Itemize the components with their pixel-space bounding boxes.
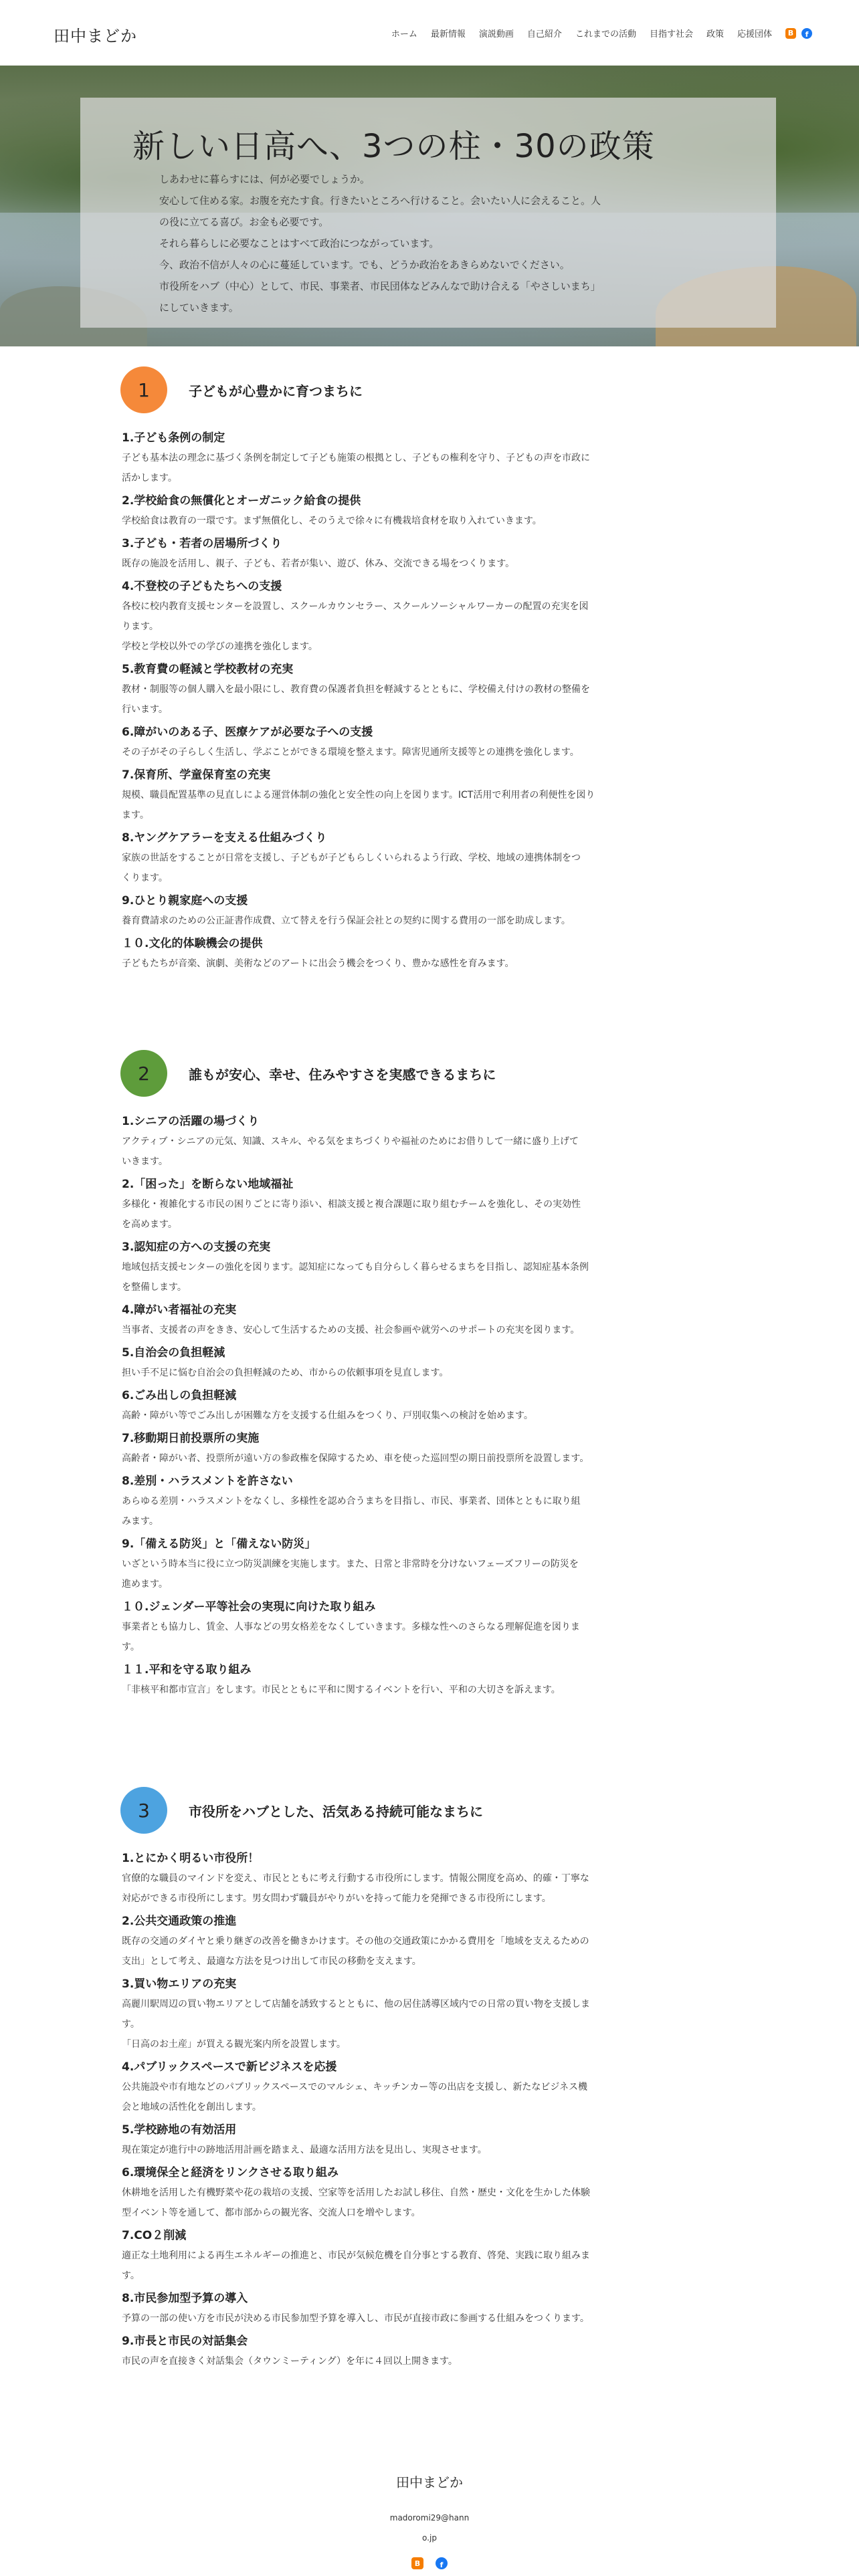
policy-item-description: す。 [122,2270,140,2281]
policy-item [122,1111,724,1172]
section-heading [120,366,363,413]
nav-item-news[interactable]: 最新情報 [430,29,466,39]
policy-item-title: １０.文化的体験機会の提供 [122,937,263,950]
policy-item-title: 1.シニアの活躍の場づくり [122,1115,260,1128]
policy-item-title: 4.不登校の子どもたちへの支援 [122,580,282,593]
policy-item [122,1660,724,1700]
policy-item-title: 8.差別・ハラスメントを許さない [122,1475,293,1488]
section-title: 誰もが安心、幸せ、住みやすさを実感できるまちに [189,1066,496,1083]
policy-item [122,1911,724,1971]
footer-name: 田中まどか [396,2474,463,2490]
policy-item-description: 高齢者・障がい者、投票所が遠い方の参政権を保障するため、車を使った巡回型の期日前投票所を設置します。 [122,1453,589,1464]
policy-item [122,491,724,531]
nav-item-profile[interactable]: 自己紹介 [527,29,562,39]
hero-line: 今、政治不信が人々の心に蔓延しています。でも、どうか政治をあきらめないでください。 [159,259,570,271]
policy-item [122,1974,724,2054]
policy-item-description: 担い手不足に悩む自治会の負担軽減のため、市からの依頼事項を見直します。 [122,1368,449,1378]
policy-item [122,722,724,762]
policy-item [122,2163,724,2223]
nav-item-home[interactable]: ホーム [391,29,417,39]
policy-item-title: 3.認知症の方への支援の充実 [122,1241,271,1254]
policy-item-description: す。 [122,1642,140,1652]
policy-item-title: １０.ジェンダー平等社会の実現に向けた取り組み [122,1600,376,1614]
hero-title: 新しい日高へ、3つの柱・30の政策 [132,128,655,165]
policy-item [122,1848,724,1909]
policy-item [122,576,724,657]
header-social [785,28,812,39]
policy-item-description: 現在策定が進行中の跡地活用計画を踏まえ、最適な活用方法を見出し、実現させます。 [122,2145,487,2155]
nav-item-vision[interactable]: 目指す社会 [649,29,693,39]
policy-item-title: 7.移動期日前投票所の実施 [122,1432,260,1445]
policy-item-description: 進めます。 [122,1579,168,1590]
policy-item-description: を整備します。 [122,1282,187,1293]
policy-item-title: 5.教育費の軽減と学校教材の充実 [122,663,294,676]
policy-item-description: 家族の世話をすることが日常を支援し、子どもが子どもらしくいられるよう行政、学校、地域の連携体制をつ [122,853,581,863]
policy-item [122,428,724,488]
policy-item-title: 8.ヤングケアラーを支える仕組みづくり [122,831,327,845]
policy-item-title: 6.障がいのある子、医療ケアが必要な子への支援 [122,726,373,739]
policy-section-2 [0,1050,859,1759]
policy-item-title: 9.市長と市民の対話集会 [122,2335,248,2348]
policy-section-3 [0,1787,859,2429]
section-number-badge: 3 [120,1787,167,1834]
blogger-icon[interactable]: B [411,2557,423,2569]
policy-item-description: 当事者、支援者の声をきき、安心して生活するための支援、社会参画や就労へのサポートの充実を図ります。 [122,1325,580,1335]
policy-item-description: いざという時本当に役に立つ防災訓練を実施します。また、日常と非常時を分けないフェーズフリーの防災を [122,1559,579,1570]
policy-item [122,1237,724,1297]
nav-item-policy[interactable]: 政策 [706,29,724,39]
policy-item-title: 1.とにかく明るい市役所！ [122,1852,260,1865]
policy-item [122,828,724,888]
hero-line: の役に立てる喜び。お金も必要です。 [159,216,329,228]
policy-item-description: 子どもたちが音楽、演劇、美術などのアートに出会う機会をつくり、豊かな感性を育みます。 [122,958,514,969]
policy-item [122,891,724,931]
footer-social [0,2557,859,2569]
main-nav [378,27,812,39]
policy-item-description: 型イベント等を通して、都市部からの観光客、交流人口を増やします。 [122,2208,421,2218]
policy-item [122,1428,724,1469]
hero-panel [80,98,776,328]
policy-section-1 [0,366,859,1022]
policy-item-title: 2.「困った」を断らない地域福祉 [122,1178,294,1191]
policy-item [122,934,724,974]
policy-item-description: 「非核平和都市宣言」をします。市民とともに平和に関するイベントを行い、平和の大切さを訴えます。 [122,1685,561,1695]
policy-item-description: アクティブ・シニアの元気、知識、スキル、やる気をまちづくりや福祉のためにお借りして一緒に盛り上げて [122,1136,579,1147]
nav-item-supporters[interactable]: 応援団体 [737,29,772,39]
policy-item [122,659,724,720]
nav-item-speech-videos[interactable]: 演説動画 [478,29,514,39]
policy-item-description: ます。 [122,810,149,821]
hero-line: それら暮らしに必要なことはすべて政治につながっています。 [159,237,440,249]
policy-item [122,765,724,825]
policy-item [122,2288,724,2329]
policy-item-description: ります。 [122,621,159,632]
policy-item [122,1343,724,1383]
policy-item-description: 各校に校内教育支援センターを設置し、スクールカウンセラー、スクールソーシャルワーカーの配置の充実を図 [122,601,589,612]
policy-item-description: くります。 [122,873,168,883]
policy-list [122,1848,724,2374]
policy-item-title: 4.パブリックスペースで新ビジネスを応援 [122,2060,337,2074]
footer-email[interactable]: madoromi29@hanno.jp [389,2513,470,2543]
hero-line: にしていきます。 [159,302,239,314]
policy-item-description: 会と地域の活性化を創出します。 [122,2102,262,2113]
policy-item-title: 9.「備える防災」と「備えない防災」 [122,1537,316,1551]
policy-item [122,2226,724,2286]
policy-item [122,1386,724,1426]
policy-item [122,1174,724,1235]
policy-item-description: 支出」として考え、最適な方法を見つけ出して市民の移動を支えます。 [122,1956,421,1967]
policy-item-description: を高めます。 [122,1219,177,1230]
policy-item [122,2057,724,2117]
policy-item-description: 既存の施設を活用し、親子、子ども、若者が集い、遊び、休み、交流できる場をつくります。 [122,558,515,569]
policy-item-description: 公共施設や市有地などのパブリックスペースでのマルシェ、キッチンカー等の出店を支援し、新たなビジネス機 [122,2082,588,2092]
policy-item [122,1471,724,1531]
policy-item-title: １１.平和を守る取り組み [122,1663,252,1677]
policy-list [122,1111,724,1703]
policy-item-description: 規模、職員配置基準の見直しによる運営体制の強化と安全性の向上を図ります。ICT活用で利用者の利便性を図り [122,790,595,800]
policy-item-description: 適正な土地利用による再生エネルギーの推進と、市民が気候危機を自分事とする教育、啓発、実践に取り組みま [122,2250,590,2261]
policy-item-title: 7.CO２削減 [122,2229,187,2242]
policy-item-title: 8.市民参加型予算の導入 [122,2292,248,2305]
policy-list [122,428,724,976]
section-title: 子どもが心豊かに育つまちに [189,383,363,399]
policy-item-description: す。 [122,2019,140,2030]
policy-item-title: 7.保育所、学童保育室の充実 [122,768,271,782]
policy-item-description: 高齢・障がい等でごみ出しが困難な方を支援する仕組みをつくり、戸別収集への検討を始めます。 [122,1410,533,1421]
policy-item-description: 学校と学校以外での学びの連携を強化します。 [122,641,318,652]
facebook-icon[interactable]: f [436,2557,448,2569]
policy-item-description: 既存の交通のダイヤと乗り継ぎの改善を働きかけます。その他の交通政策にかかる費用を「地域を支えるための [122,1936,589,1947]
policy-item-title: 1.子ども条例の制定 [122,431,225,445]
policy-item [122,2331,724,2371]
policy-item-description: その子がその子らしく生活し、学ぶことができる環境を整えます。障害児通所支援等との連携を強化します。 [122,747,579,758]
policy-item-description: 対応ができる市役所にします。男女問わず職員がやりがいを持って能力を発揮できる市役所にします。 [122,1893,551,1904]
policy-item-title: 9.ひとり親家庭への支援 [122,894,248,907]
section-number-badge: 1 [120,366,167,413]
policy-item-description: 休耕地を活用した有機野菜や花の栽培の支援、空家等を活用したお試し移住、自然・歴史・文化を生かした体験 [122,2187,590,2198]
policy-item-description: 活かします。 [122,473,177,484]
section-title: 市役所をハブとした、活気ある持続可能なまちに [189,1803,483,1820]
policy-item [122,1534,724,1594]
site-header [0,0,859,66]
policy-item-description: 多様化・複雑化する市民の困りごとに寄り添い、相談支援と複合課題に取り組むチームを強化し、その実効性 [122,1199,581,1210]
policy-item-title: 5.学校跡地の有効活用 [122,2123,237,2137]
policy-item-description: いきます。 [122,1156,168,1167]
policy-item-title: 3.買い物エリアの充実 [122,1977,237,1991]
hero-text [159,169,708,318]
policy-item-description: 行います。 [122,704,168,715]
policy-item [122,1300,724,1340]
policy-item-description: 高麗川駅周辺の買い物エリアとして店舗を誘致するとともに、他の居住誘導区域内での日常の買い物を支援しま [122,1999,590,2010]
policy-item-description: 学校給食は教育の一環です。まず無償化し、そのうえで徐々に有機栽培食材を取り入れていきます。 [122,516,542,526]
policy-item-title: 2.公共交通政策の推進 [122,1915,237,1928]
policy-item [122,534,724,574]
hero-banner [0,66,859,346]
policy-item-description: 予算の一部の使い方を市民が決める市民参加型予算を導入し、市民が直接市政に参画する仕組みをつくります。 [122,2313,589,2324]
policy-item-description: 市民の声を直接きく対話集会（タウンミーティング）を年に４回以上開きます。 [122,2356,458,2367]
policy-item-description: 養育費請求のための公正証書作成費、立て替えを行う保証会社との契約に関する費用の一部を助成します。 [122,916,571,926]
site-title[interactable]: 田中まどか [54,27,137,45]
policy-item-title: 5.自治会の負担軽減 [122,1346,225,1360]
policy-item-description: あらゆる差別・ハラスメントをなくし、多様性を認め合うまちを目指し、市民、事業者、団体とともに取り組 [122,1496,581,1507]
policy-item-description: 子ども基本法の理念に基づく条例を制定して子ども施策の根拠とし、子どもの権利を守り、子どもの声を市政に [122,453,590,463]
hero-line: 市役所をハブ（中心）として、市民、事業者、市民団体などみんなで助け合える「やさしいまち」 [159,280,601,292]
section-heading [120,1787,483,1834]
blogger-icon[interactable]: B [785,28,796,39]
policy-item [122,1597,724,1657]
policy-item-title: 2.学校給食の無償化とオーガニック給食の提供 [122,494,361,508]
policy-item-description: 地域包括支援センターの強化を図ります。認知症になっても自分らしく暮らせるまちを目指し、認知症基本条例 [122,1262,589,1273]
policy-item-title: 4.障がい者福祉の充実 [122,1303,237,1317]
hero-line: しあわせに暮らすには、何が必要でしょうか。 [159,173,371,185]
policy-item-title: 6.環境保全と経済をリンクさせる取り組み [122,2166,339,2179]
policy-item-title: 6.ごみ出しの負担軽減 [122,1389,237,1402]
section-heading [120,1050,496,1097]
policy-item-description: 事業者とも協力し、賃金、人事などの男女格差をなくしていきます。多様な性へのさらなる理解促進を図りま [122,1622,580,1632]
policy-item-description: 「日高のお土産」が買える観光案内所を設置します。 [122,2039,346,2050]
policy-item-description: 官僚的な職員のマインドを変え、市民とともに考え行動する市役所にします。情報公開度を高め、的確・丁寧な [122,1873,589,1884]
policy-item [122,2120,724,2160]
nav-item-activities[interactable]: これまでの活動 [575,29,636,39]
facebook-icon[interactable]: f [801,28,812,39]
site-footer [0,2448,859,2576]
hero-line: 安心して住める家。お腹を充たす食。行きたいところへ行けること。会いたい人に会えること。人 [159,195,601,207]
policy-item-description: 教材・制服等の個人購入を最小限にし、教育費の保護者負担を軽減するとともに、学校備え付けの教材の整備を [122,684,590,695]
section-number-badge: 2 [120,1050,167,1097]
policy-item-description: みます。 [122,1516,159,1527]
policy-item-title: 3.子ども・若者の居場所づくり [122,537,282,550]
